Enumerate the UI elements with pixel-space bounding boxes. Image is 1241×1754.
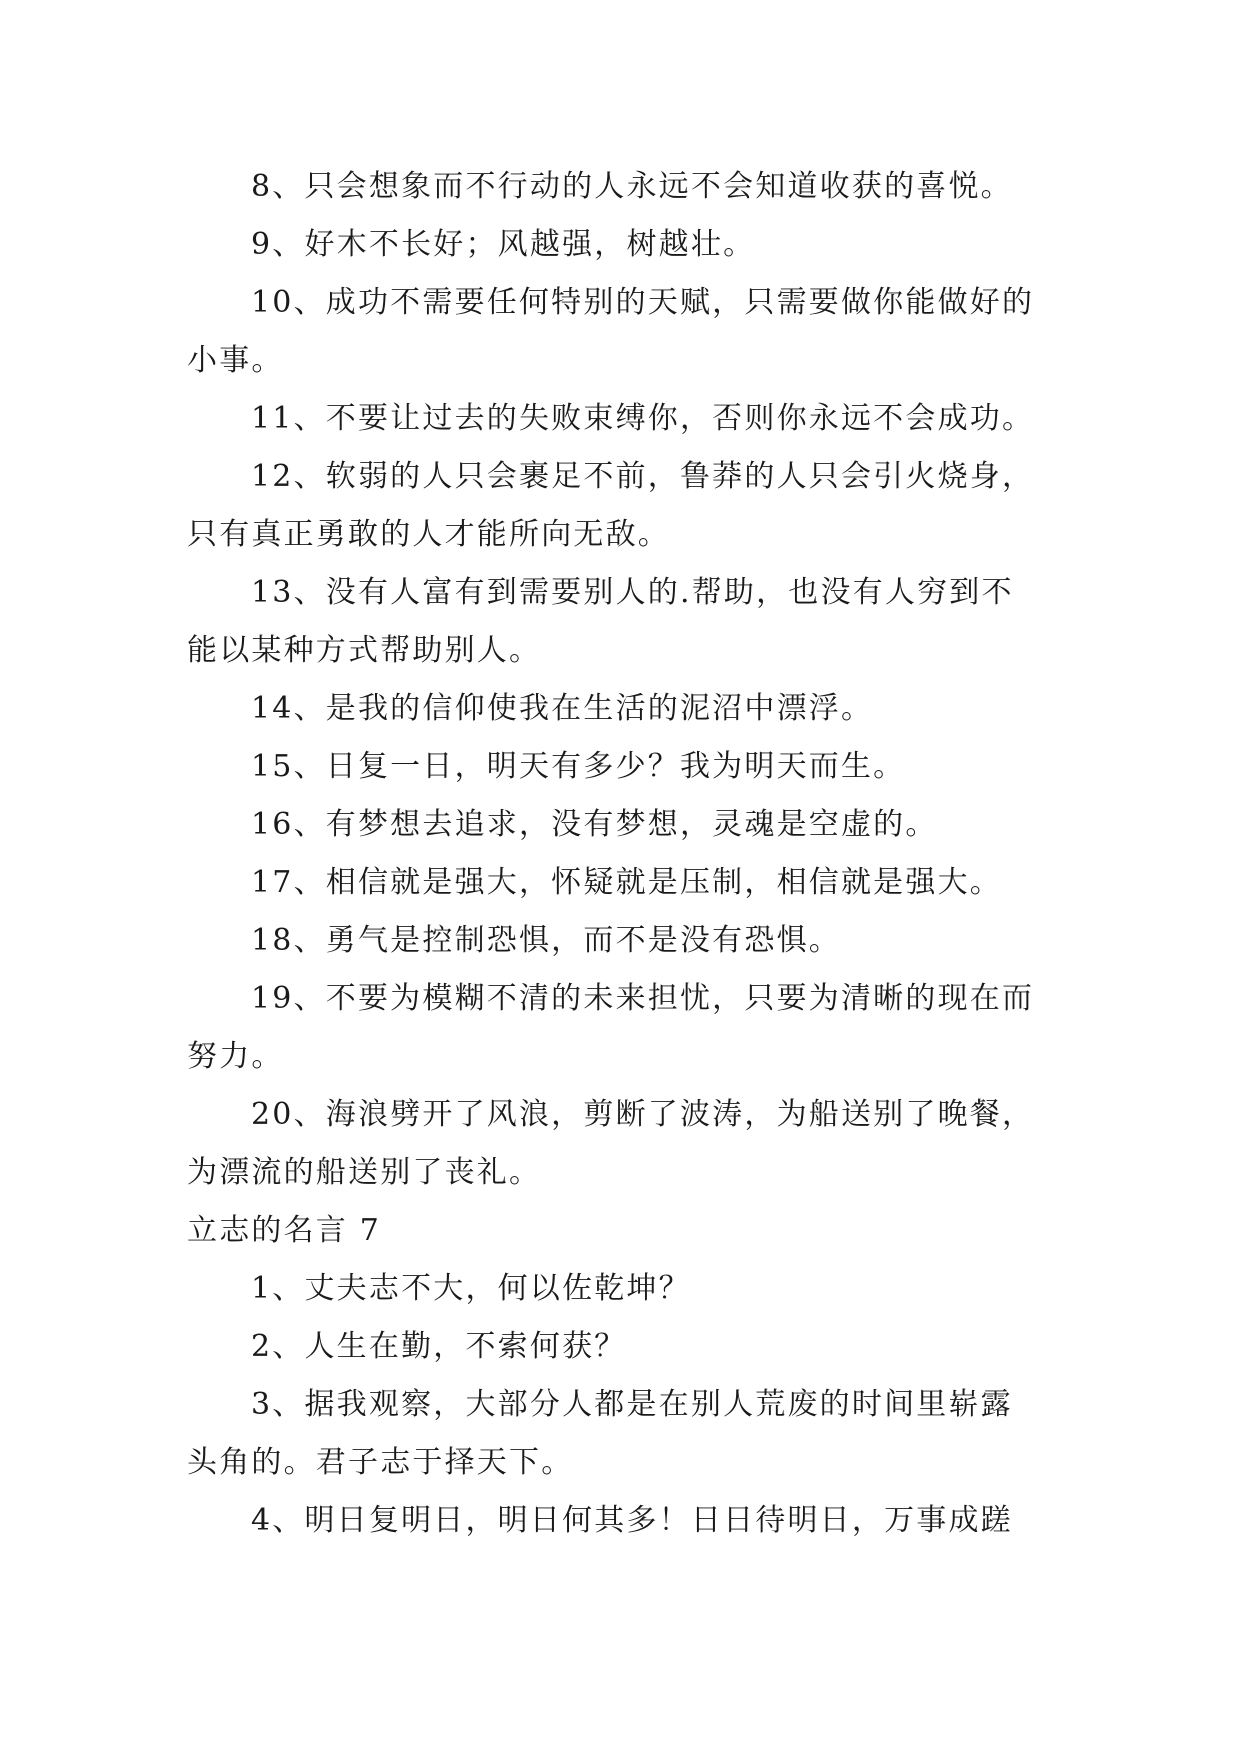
quote-line: 16、有梦想去追求，没有梦想，灵魂是空虚的。: [251, 807, 938, 842]
quote-line: 18、勇气是控制恐惧，而不是没有恐惧。: [251, 923, 841, 958]
quote-line-continuation: 为漂流的船送别了丧礼。: [187, 1155, 542, 1190]
quote-line: 10、成功不需要任何特别的天赋，只需要做你能做好的: [251, 285, 1035, 320]
quote-line-continuation: 努力。: [187, 1039, 284, 1074]
quote-line: 8、只会想象而不行动的人永远不会知道收获的喜悦。: [251, 169, 1013, 204]
quote-line: 17、相信就是强大，怀疑就是压制，相信就是强大。: [251, 865, 1002, 900]
quote-line: 15、日复一日，明天有多少？我为明天而生。: [251, 749, 906, 784]
section-heading: 立志的名言 7: [187, 1213, 382, 1248]
quote-line: 2、人生在勤，不索何获？: [251, 1329, 627, 1364]
quote-line: 4、明日复明日，明日何其多！日日待明日，万事成蹉: [251, 1503, 1013, 1538]
quote-line-continuation: 能以某种方式帮助别人。: [187, 633, 542, 668]
quote-line: 11、不要让过去的失败束缚你，否则你永远不会成功。: [251, 401, 1035, 436]
quote-line-continuation: 小事。: [187, 343, 284, 378]
quote-line: 9、好木不长好；风越强，树越壮。: [251, 227, 756, 262]
quote-line: 1、丈夫志不大，何以佐乾坤？: [251, 1271, 691, 1306]
quote-line: 13、没有人富有到需要别人的.帮助，也没有人穷到不: [251, 575, 1014, 610]
quote-line: 20、海浪劈开了风浪，剪断了波涛，为船送别了晚餐，: [251, 1097, 1035, 1132]
quote-line: 14、是我的信仰使我在生活的泥沼中漂浮。: [251, 691, 874, 726]
quote-line-continuation: 只有真正勇敢的人才能所向无敌。: [187, 517, 670, 552]
quote-line: 3、据我观察，大部分人都是在别人荒废的时间里崭露: [251, 1387, 1013, 1422]
quote-line: 12、软弱的人只会裹足不前，鲁莽的人只会引火烧身，: [251, 459, 1035, 494]
document-body: [187, 158, 1067, 1550]
quote-line-continuation: 头角的。君子志于择天下。: [187, 1445, 574, 1480]
quote-line: 19、不要为模糊不清的未来担忧，只要为清晰的现在而: [251, 981, 1035, 1016]
